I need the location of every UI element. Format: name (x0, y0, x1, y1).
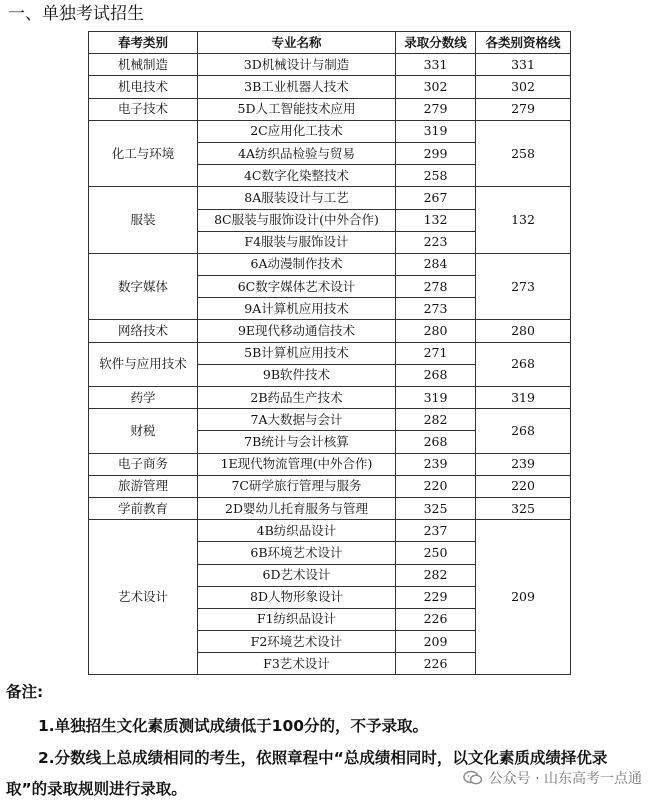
major-cell: 6D艺术设计 (198, 564, 396, 586)
score-cell: 282 (396, 564, 476, 586)
major-cell: 6A动漫制作技术 (198, 253, 396, 275)
score-cell: 226 (396, 653, 476, 675)
category-cell: 药学 (89, 387, 198, 409)
category-cell: 学前教育 (89, 497, 198, 519)
major-cell: 8D人物形象设计 (198, 586, 396, 608)
score-cell: 282 (396, 409, 476, 431)
header-score: 录取分数线 (396, 32, 476, 54)
header-qualification: 各类别资格线 (476, 32, 571, 54)
major-cell: F1纺织品设计 (198, 608, 396, 630)
major-cell: 4A纺织品检验与贸易 (198, 142, 396, 164)
score-cell: 268 (396, 364, 476, 386)
major-cell: 1E现代物流管理(中外合作) (198, 453, 396, 475)
score-cell: 229 (396, 586, 476, 608)
category-cell: 财税 (89, 409, 198, 453)
table-row (89, 76, 571, 98)
major-cell: 8A服装设计与工艺 (198, 187, 396, 209)
score-cell: 132 (396, 209, 476, 231)
score-cell: 237 (396, 520, 476, 542)
category-cell: 化工与环境 (89, 120, 198, 187)
note-item-2-line-1: 2.分数线上总成绩相同的考生，依照章程中“总成绩相同时，以文化素质成绩择优录 (38, 749, 608, 767)
category-cell: 旅游管理 (89, 475, 198, 497)
score-cell: 250 (396, 542, 476, 564)
score-cell: 278 (396, 276, 476, 298)
major-cell: 2B药品生产技术 (198, 387, 396, 409)
score-cell: 223 (396, 231, 476, 253)
score-cell: 239 (396, 453, 476, 475)
category-cell: 数字媒体 (89, 253, 198, 320)
major-cell: 3D机械设计与制造 (198, 54, 396, 76)
header-major: 专业名称 (198, 32, 396, 54)
table-row (89, 475, 571, 497)
major-cell: 6B环境艺术设计 (198, 542, 396, 564)
table-row (89, 342, 571, 364)
major-cell: 5D人工智能技术应用 (198, 98, 396, 120)
category-cell: 服装 (89, 187, 198, 254)
table-row (89, 409, 571, 431)
qualification-cell: 268 (476, 342, 571, 386)
table-row (89, 120, 571, 142)
score-cell: 279 (396, 98, 476, 120)
section-heading: 一、单独考试招生 (8, 4, 144, 24)
qualification-cell: 239 (476, 453, 571, 475)
table-row (89, 98, 571, 120)
major-cell: 9B软件技术 (198, 364, 396, 386)
qualification-cell: 325 (476, 497, 571, 519)
qualification-cell: 280 (476, 320, 571, 342)
category-cell: 艺术设计 (89, 520, 198, 675)
qualification-cell: 302 (476, 76, 571, 98)
score-cell: 271 (396, 342, 476, 364)
table-row (89, 253, 571, 275)
major-cell: 4B纺织品设计 (198, 520, 396, 542)
score-cell: 331 (396, 54, 476, 76)
major-cell: 3B工业机器人技术 (198, 76, 396, 98)
table-body (89, 54, 571, 675)
score-cell: 258 (396, 165, 476, 187)
major-cell: F2环境艺术设计 (198, 631, 396, 653)
qualification-cell: 279 (476, 98, 571, 120)
watermark-text: 公众号 · 山东高考一点通 (488, 771, 642, 787)
qualification-cell: 273 (476, 253, 571, 320)
table-row (89, 387, 571, 409)
wechat-icon (463, 770, 483, 786)
major-cell: 7A大数据与会计 (198, 409, 396, 431)
admission-score-table (88, 31, 571, 675)
score-cell: 220 (396, 475, 476, 497)
table-row (89, 320, 571, 342)
score-cell: 273 (396, 298, 476, 320)
score-cell: 226 (396, 608, 476, 630)
qualification-cell: 209 (476, 520, 571, 675)
major-cell: 9A计算机应用技术 (198, 298, 396, 320)
major-cell: 7B统计与会计核算 (198, 431, 396, 453)
score-cell: 302 (396, 76, 476, 98)
table-row (89, 497, 571, 519)
table-row (89, 54, 571, 76)
note-item-2-line-2: 取”的录取规则进行录取。 (6, 780, 187, 798)
qualification-cell: 268 (476, 409, 571, 453)
category-cell: 电子技术 (89, 98, 198, 120)
major-cell: 2C应用化工技术 (198, 120, 396, 142)
qualification-cell: 132 (476, 187, 571, 254)
major-cell: 8C服装与服饰设计(中外合作) (198, 209, 396, 231)
score-cell: 325 (396, 497, 476, 519)
major-cell: F4服装与服饰设计 (198, 231, 396, 253)
major-cell: 2D婴幼儿托育服务与管理 (198, 497, 396, 519)
table-row (89, 453, 571, 475)
notes-title: 备注: (6, 683, 44, 701)
table-row (89, 187, 571, 209)
major-cell: 5B计算机应用技术 (198, 342, 396, 364)
score-cell: 299 (396, 142, 476, 164)
table-header-row (89, 32, 571, 54)
category-cell: 软件与应用技术 (89, 342, 198, 386)
score-cell: 267 (396, 187, 476, 209)
score-cell: 319 (396, 387, 476, 409)
score-cell: 284 (396, 253, 476, 275)
category-cell: 网络技术 (89, 320, 198, 342)
watermark (463, 768, 642, 788)
category-cell: 电子商务 (89, 453, 198, 475)
score-cell: 319 (396, 120, 476, 142)
qualification-cell: 319 (476, 387, 571, 409)
score-cell: 209 (396, 631, 476, 653)
table-row (89, 520, 571, 542)
category-cell: 机械制造 (89, 54, 198, 76)
major-cell: 6C数字媒体艺术设计 (198, 276, 396, 298)
score-cell: 268 (396, 431, 476, 453)
score-cell: 280 (396, 320, 476, 342)
major-cell: 4C数字化染整技术 (198, 165, 396, 187)
qualification-cell: 220 (476, 475, 571, 497)
category-cell: 机电技术 (89, 76, 198, 98)
major-cell: F3艺术设计 (198, 653, 396, 675)
header-category: 春考类别 (89, 32, 198, 54)
qualification-cell: 331 (476, 54, 571, 76)
major-cell: 9E现代移动通信技术 (198, 320, 396, 342)
note-item-1: 1.单独招生文化素质测试成绩低于100分的，不予录取。 (38, 717, 429, 735)
major-cell: 7C研学旅行管理与服务 (198, 475, 396, 497)
qualification-cell: 258 (476, 120, 571, 187)
